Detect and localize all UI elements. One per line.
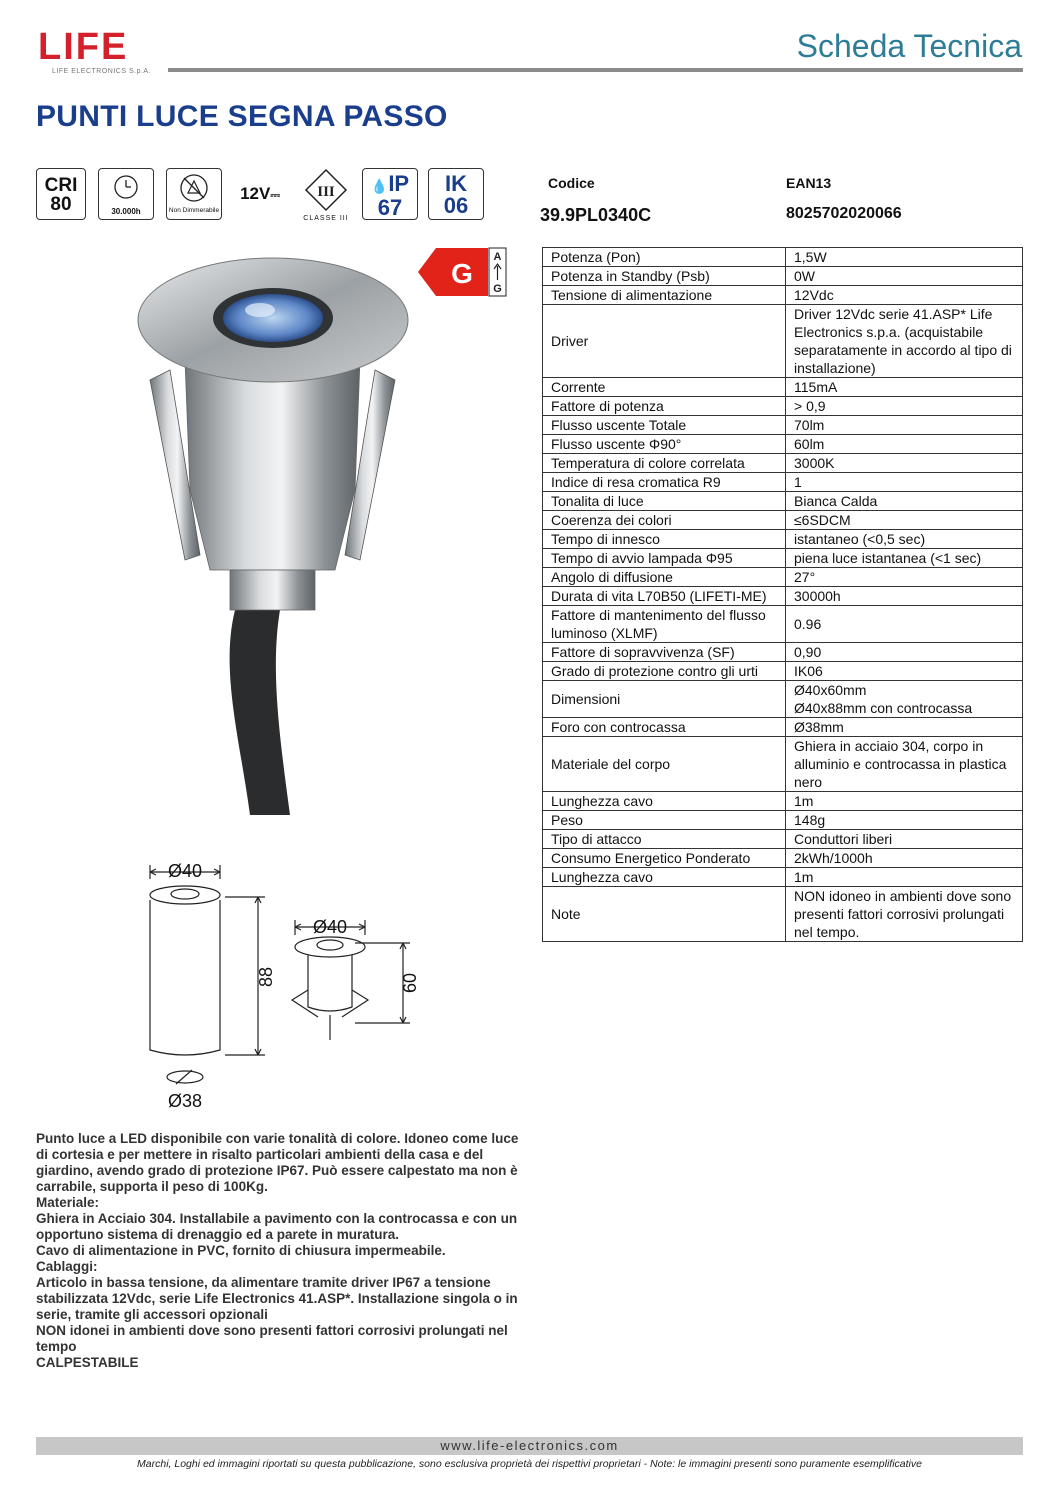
- spec-value-line: Ø40x60mm: [794, 682, 867, 698]
- spec-key: Dimensioni: [543, 681, 786, 718]
- dimming-label: Non Dimmerabile: [168, 207, 220, 214]
- code-value: 39.9PL0340C: [540, 205, 652, 225]
- spec-value: IK06: [786, 662, 1023, 681]
- ik-value: 06: [443, 193, 469, 218]
- cri-badge: [36, 168, 86, 220]
- logo-word: LIFE: [38, 26, 129, 68]
- class-label: CLASSE III: [303, 215, 349, 222]
- table-row: [543, 530, 1023, 549]
- drawing-diameter-1: Ø40: [167, 861, 203, 881]
- spec-key: Indice di resa cromatica R9: [543, 473, 786, 492]
- table-row: [543, 662, 1023, 681]
- table-row: [543, 737, 1023, 792]
- spec-key: Tempo di avvio lampada Φ95: [543, 549, 786, 568]
- drawing-height-1: 88: [256, 966, 276, 988]
- spec-value: Ø38mm: [786, 718, 1023, 737]
- spec-key: Fattore di sopravvivenza (SF): [543, 643, 786, 662]
- spec-value: 30000h: [786, 587, 1023, 606]
- spec-key: Fattore di mantenimento del flusso luminoso (XLMF): [543, 606, 786, 643]
- spec-key: Flusso uscente Φ90°: [543, 435, 786, 454]
- spec-value: > 0,9: [786, 397, 1023, 416]
- spec-key: Tipo di attacco: [543, 830, 786, 849]
- table-row: [543, 397, 1023, 416]
- header-divider: [168, 68, 1023, 72]
- spec-value: [786, 681, 1023, 718]
- spec-value: 27°: [786, 568, 1023, 587]
- spec-value: Conduttori liberi: [786, 830, 1023, 849]
- company-name: LIFE ELECTRONICS S.p.A.: [52, 68, 152, 75]
- spec-key: Materiale del corpo: [543, 737, 786, 792]
- spec-value: 1m: [786, 868, 1023, 887]
- code-label: Codice: [548, 175, 595, 191]
- cri-label: CRI: [44, 175, 78, 196]
- spec-key: Flusso uscente Totale: [543, 416, 786, 435]
- spec-key: Grado di protezione contro gli urti: [543, 662, 786, 681]
- spec-key: Temperatura di colore correlata: [543, 454, 786, 473]
- table-row: [543, 681, 1023, 718]
- energy-class: G: [451, 258, 473, 289]
- table-row: [543, 568, 1023, 587]
- table-row: [543, 887, 1023, 942]
- table-row: [543, 511, 1023, 530]
- spec-value: 1: [786, 473, 1023, 492]
- table-row: [543, 473, 1023, 492]
- ip-value: 67: [377, 195, 403, 220]
- spec-table-body: [543, 248, 1023, 942]
- table-row: [543, 454, 1023, 473]
- table-row: [543, 416, 1023, 435]
- spec-key: Tensione di alimentazione: [543, 286, 786, 305]
- drawing-diameter-2: Ø40: [312, 917, 348, 937]
- table-row: [543, 811, 1023, 830]
- spec-value: 2kWh/1000h: [786, 849, 1023, 868]
- spec-value: 12Vdc: [786, 286, 1023, 305]
- table-row: [543, 587, 1023, 606]
- spec-value: 0W: [786, 267, 1023, 286]
- description-paragraph: Punto luce a LED disponibile con varie tonalità di colore. Idoneo come luce di cortesia e per mettere in risalto particolari ambienti della casa e del giardino, avendo grado di protezione IP67. Può essere calpestato ma non è carrabile, supporta il peso di 100Kg.: [36, 1131, 519, 1194]
- spec-value: ≤6SDCM: [786, 511, 1023, 530]
- spec-value: 3000K: [786, 454, 1023, 473]
- dimension-drawing: [140, 855, 430, 1115]
- spec-key: Lunghezza cavo: [543, 792, 786, 811]
- spec-value: 0,90: [786, 643, 1023, 662]
- table-row: [543, 643, 1023, 662]
- table-row: [543, 492, 1023, 511]
- class-symbol: III: [317, 184, 335, 200]
- lifetime-value: 30.000h: [111, 207, 141, 216]
- product-image: [130, 240, 420, 820]
- spec-key: Foro con controcassa: [543, 718, 786, 737]
- table-row: [543, 606, 1023, 643]
- spec-key: Consumo Energetico Ponderato: [543, 849, 786, 868]
- spec-value: 0.96: [786, 606, 1023, 643]
- website-link[interactable]: www.life-electronics.com: [440, 1438, 619, 1453]
- spec-key: Lunghezza cavo: [543, 868, 786, 887]
- document-type: Scheda Tecnica: [796, 28, 1022, 64]
- spec-value: 1,5W: [786, 248, 1023, 267]
- spec-value: 1m: [786, 792, 1023, 811]
- product-description: [36, 1131, 522, 1371]
- lifetime-badge: [98, 168, 154, 220]
- description-paragraph: Ghiera in Acciaio 304. Installabile a pavimento con la controcassa e con un opportuno sistema di drenaggio ed a parete in muratura.: [36, 1211, 518, 1242]
- table-row: [543, 868, 1023, 887]
- brand-logo: [38, 28, 151, 75]
- spec-key: Peso: [543, 811, 786, 830]
- spec-key: Potenza in Standby (Psb): [543, 267, 786, 286]
- clock-icon: [111, 172, 141, 202]
- spec-key: Fattore di potenza: [543, 397, 786, 416]
- dc-icon: ⎓: [270, 188, 280, 202]
- table-row: [543, 718, 1023, 737]
- table-row: [543, 435, 1023, 454]
- description-heading-material: Materiale:: [36, 1195, 100, 1210]
- table-row: [543, 792, 1023, 811]
- spec-key: Angolo di diffusione: [543, 568, 786, 587]
- spec-key: Coerenza dei colori: [543, 511, 786, 530]
- spec-key: Tonalita di luce: [543, 492, 786, 511]
- spec-value: 148g: [786, 811, 1023, 830]
- energy-scale-top: A: [493, 251, 502, 263]
- spec-key: Corrente: [543, 378, 786, 397]
- spec-key: Driver: [543, 305, 786, 378]
- spec-value: piena luce istantanea (<1 sec): [786, 549, 1023, 568]
- no-dimming-icon: [177, 171, 211, 205]
- description-paragraph: CALPESTABILE: [36, 1355, 139, 1370]
- description-heading-wiring: Cablaggi:: [36, 1259, 98, 1274]
- description-paragraph: NON idonei in ambienti dove sono presenti fattori corrosivi prolungati nel tempo: [36, 1323, 508, 1354]
- voltage-badge: [232, 168, 288, 220]
- class-badge: [300, 168, 352, 220]
- dimming-badge: [166, 168, 222, 220]
- table-row: [543, 549, 1023, 568]
- table-row: [543, 849, 1023, 868]
- spec-value-line: Ø40x88mm con controcassa: [794, 700, 973, 716]
- spec-value: NON idoneo in ambienti dove sono presenti fattori corrosivi prolungati nel tempo.: [786, 887, 1023, 942]
- class-iii-icon: [304, 168, 348, 212]
- voltage-value: 12V: [240, 184, 271, 203]
- spec-value: 60lm: [786, 435, 1023, 454]
- drawing-height-2: 60: [400, 972, 420, 994]
- table-row: [543, 378, 1023, 397]
- spec-key: Potenza (Pon): [543, 248, 786, 267]
- water-drop-icon: 💧: [370, 178, 389, 194]
- table-row: [543, 305, 1023, 378]
- table-row: [543, 830, 1023, 849]
- table-row: [543, 267, 1023, 286]
- drawing-hole-diameter: Ø38: [167, 1091, 203, 1111]
- ip-label: 💧IP: [370, 171, 410, 196]
- energy-label: [418, 246, 508, 303]
- description-paragraph: Cavo di alimentazione in PVC, fornito di chiusura impermeabile.: [36, 1243, 446, 1258]
- spec-value: istantaneo (<0,5 sec): [786, 530, 1023, 549]
- ean-value: 8025702020066: [786, 205, 902, 222]
- spec-key: Tempo di innesco: [543, 530, 786, 549]
- ik-badge: [428, 168, 484, 220]
- spec-key: Note: [543, 887, 786, 942]
- spec-table: [542, 247, 1023, 942]
- energy-scale-bottom: G: [493, 283, 502, 295]
- ip-badge: [362, 168, 418, 220]
- page-title: PUNTI LUCE SEGNA PASSO: [36, 100, 448, 133]
- spec-value: 115mA: [786, 378, 1023, 397]
- table-row: [543, 286, 1023, 305]
- spec-value: Ghiera in acciaio 304, corpo in alluminio e controcassa in plastica nero: [786, 737, 1023, 792]
- ik-label: IK: [445, 171, 467, 196]
- description-paragraph: Articolo in bassa tensione, da alimentare tramite driver IP67 a tensione stabilizzata 12Vdc, serie Life Electronics 41.ASP*. Installazione singola o in serie, tramite gli accessori opzionali: [36, 1275, 518, 1322]
- cri-value: 80: [50, 194, 72, 215]
- spec-key: Durata di vita L70B50 (LIFETI-ME): [543, 587, 786, 606]
- spec-value: Bianca Calda: [786, 492, 1023, 511]
- spec-value: Driver 12Vdc serie 41.ASP* Life Electronics s.p.a. (acquistabile separatamente in accordo al tipo di installazione): [786, 305, 1023, 378]
- spec-value: 70lm: [786, 416, 1023, 435]
- footer-disclaimer: Marchi, Loghi ed immagini riportati su questa pubblicazione, sono esclusiva proprietà dei rispettivi proprietari - Note: le immagini presenti sono puramente esemplificative: [137, 1458, 922, 1470]
- ean-label: EAN13: [786, 175, 832, 191]
- table-row: [543, 248, 1023, 267]
